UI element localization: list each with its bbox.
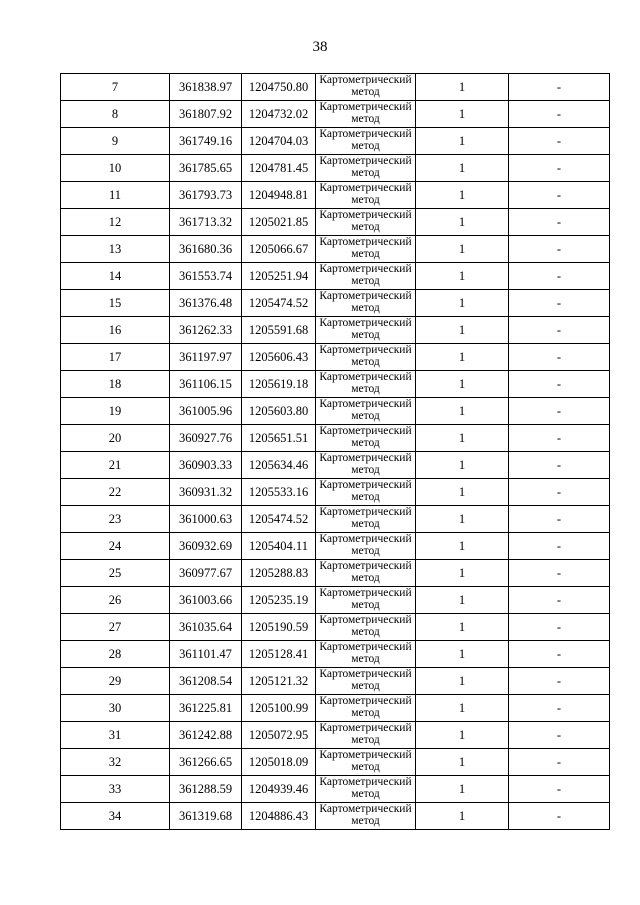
- coordinate-y-cell: 1205591.68: [242, 317, 316, 344]
- note-cell: -: [509, 803, 610, 830]
- note-cell: -: [509, 182, 610, 209]
- point-number-cell: 15: [61, 290, 170, 317]
- accuracy-cell: 1: [416, 290, 509, 317]
- table-row: [61, 587, 610, 614]
- coordinate-x-cell: 361376.48: [170, 290, 242, 317]
- coordinate-y-cell: 1205603.80: [242, 398, 316, 425]
- coordinate-y-cell: 1205634.46: [242, 452, 316, 479]
- coordinate-x-cell: 361680.36: [170, 236, 242, 263]
- coordinate-y-cell: 1205121.32: [242, 668, 316, 695]
- coordinates-table: [60, 73, 610, 830]
- coordinate-y-cell: 1204781.45: [242, 155, 316, 182]
- coordinate-y-cell: 1205190.59: [242, 614, 316, 641]
- coordinate-x-cell: 360931.32: [170, 479, 242, 506]
- note-cell: -: [509, 614, 610, 641]
- coordinate-x-cell: 361713.32: [170, 209, 242, 236]
- accuracy-cell: 1: [416, 749, 509, 776]
- method-cell: Картометрический метод: [316, 101, 416, 128]
- coordinate-y-cell: 1205128.41: [242, 641, 316, 668]
- coordinate-x-cell: 361288.59: [170, 776, 242, 803]
- point-number-cell: 30: [61, 695, 170, 722]
- note-cell: -: [509, 668, 610, 695]
- coordinate-y-cell: 1205606.43: [242, 344, 316, 371]
- accuracy-cell: 1: [416, 776, 509, 803]
- accuracy-cell: 1: [416, 128, 509, 155]
- note-cell: -: [509, 749, 610, 776]
- coordinate-y-cell: 1204939.46: [242, 776, 316, 803]
- point-number-cell: 31: [61, 722, 170, 749]
- coordinate-y-cell: 1204704.03: [242, 128, 316, 155]
- method-cell: Картометрический метод: [316, 344, 416, 371]
- coordinate-y-cell: 1205404.11: [242, 533, 316, 560]
- coordinate-x-cell: 361106.15: [170, 371, 242, 398]
- method-cell: Картометрический метод: [316, 74, 416, 101]
- accuracy-cell: 1: [416, 236, 509, 263]
- note-cell: -: [509, 344, 610, 371]
- method-cell: Картометрический метод: [316, 398, 416, 425]
- note-cell: -: [509, 236, 610, 263]
- point-number-cell: 16: [61, 317, 170, 344]
- point-number-cell: 18: [61, 371, 170, 398]
- coordinate-x-cell: 361035.64: [170, 614, 242, 641]
- point-number-cell: 24: [61, 533, 170, 560]
- point-number-cell: 32: [61, 749, 170, 776]
- accuracy-cell: 1: [416, 398, 509, 425]
- table-row: [61, 722, 610, 749]
- point-number-cell: 33: [61, 776, 170, 803]
- accuracy-cell: 1: [416, 803, 509, 830]
- coordinate-x-cell: 361005.96: [170, 398, 242, 425]
- coordinate-y-cell: 1205100.99: [242, 695, 316, 722]
- coordinate-y-cell: 1205288.83: [242, 560, 316, 587]
- note-cell: -: [509, 398, 610, 425]
- coordinate-x-cell: 361838.97: [170, 74, 242, 101]
- coordinates-table-body: [61, 74, 610, 830]
- point-number-cell: 8: [61, 101, 170, 128]
- accuracy-cell: 1: [416, 317, 509, 344]
- table-row: [61, 182, 610, 209]
- point-number-cell: 34: [61, 803, 170, 830]
- method-cell: Картометрический метод: [316, 371, 416, 398]
- method-cell: Картометрический метод: [316, 236, 416, 263]
- method-cell: Картометрический метод: [316, 668, 416, 695]
- accuracy-cell: 1: [416, 74, 509, 101]
- point-number-cell: 21: [61, 452, 170, 479]
- method-cell: Картометрический метод: [316, 749, 416, 776]
- table-row: [61, 344, 610, 371]
- coordinate-x-cell: 360977.67: [170, 560, 242, 587]
- table-row: [61, 614, 610, 641]
- coordinate-x-cell: 361266.65: [170, 749, 242, 776]
- accuracy-cell: 1: [416, 452, 509, 479]
- table-row: [61, 74, 610, 101]
- point-number-cell: 7: [61, 74, 170, 101]
- point-number-cell: 10: [61, 155, 170, 182]
- table-row: [61, 398, 610, 425]
- note-cell: -: [509, 776, 610, 803]
- note-cell: -: [509, 425, 610, 452]
- method-cell: Картометрический метод: [316, 803, 416, 830]
- note-cell: -: [509, 560, 610, 587]
- accuracy-cell: 1: [416, 371, 509, 398]
- note-cell: -: [509, 641, 610, 668]
- coordinate-y-cell: 1205619.18: [242, 371, 316, 398]
- accuracy-cell: 1: [416, 344, 509, 371]
- method-cell: Картометрический метод: [316, 695, 416, 722]
- coordinate-y-cell: 1205651.51: [242, 425, 316, 452]
- coordinate-y-cell: 1205021.85: [242, 209, 316, 236]
- table-row: [61, 452, 610, 479]
- method-cell: Картометрический метод: [316, 128, 416, 155]
- accuracy-cell: 1: [416, 722, 509, 749]
- coordinate-x-cell: 361785.65: [170, 155, 242, 182]
- accuracy-cell: 1: [416, 182, 509, 209]
- table-row: [61, 641, 610, 668]
- method-cell: Картометрический метод: [316, 776, 416, 803]
- accuracy-cell: 1: [416, 695, 509, 722]
- point-number-cell: 11: [61, 182, 170, 209]
- point-number-cell: 20: [61, 425, 170, 452]
- coordinate-x-cell: 361262.33: [170, 317, 242, 344]
- coordinate-x-cell: 361197.97: [170, 344, 242, 371]
- point-number-cell: 14: [61, 263, 170, 290]
- coordinate-x-cell: 361242.88: [170, 722, 242, 749]
- coordinate-x-cell: 361000.63: [170, 506, 242, 533]
- note-cell: -: [509, 722, 610, 749]
- table-row: [61, 263, 610, 290]
- coordinate-x-cell: 360903.33: [170, 452, 242, 479]
- note-cell: -: [509, 533, 610, 560]
- table-row: [61, 101, 610, 128]
- table-row: [61, 290, 610, 317]
- accuracy-cell: 1: [416, 587, 509, 614]
- coordinate-x-cell: 361319.68: [170, 803, 242, 830]
- accuracy-cell: 1: [416, 479, 509, 506]
- note-cell: -: [509, 587, 610, 614]
- point-number-cell: 17: [61, 344, 170, 371]
- method-cell: Картометрический метод: [316, 533, 416, 560]
- point-number-cell: 26: [61, 587, 170, 614]
- method-cell: Картометрический метод: [316, 506, 416, 533]
- method-cell: Картометрический метод: [316, 560, 416, 587]
- accuracy-cell: 1: [416, 155, 509, 182]
- coordinate-x-cell: 361749.16: [170, 128, 242, 155]
- point-number-cell: 28: [61, 641, 170, 668]
- accuracy-cell: 1: [416, 641, 509, 668]
- note-cell: -: [509, 101, 610, 128]
- table-row: [61, 155, 610, 182]
- note-cell: -: [509, 263, 610, 290]
- coordinate-x-cell: 361553.74: [170, 263, 242, 290]
- point-number-cell: 9: [61, 128, 170, 155]
- coordinate-y-cell: 1205474.52: [242, 506, 316, 533]
- accuracy-cell: 1: [416, 533, 509, 560]
- coordinate-y-cell: 1205072.95: [242, 722, 316, 749]
- point-number-cell: 19: [61, 398, 170, 425]
- method-cell: Картометрический метод: [316, 641, 416, 668]
- accuracy-cell: 1: [416, 425, 509, 452]
- note-cell: -: [509, 506, 610, 533]
- note-cell: -: [509, 452, 610, 479]
- note-cell: -: [509, 155, 610, 182]
- coordinate-x-cell: 361208.54: [170, 668, 242, 695]
- method-cell: Картометрический метод: [316, 452, 416, 479]
- accuracy-cell: 1: [416, 506, 509, 533]
- table-row: [61, 479, 610, 506]
- coordinate-y-cell: 1205251.94: [242, 263, 316, 290]
- method-cell: Картометрический метод: [316, 722, 416, 749]
- note-cell: -: [509, 479, 610, 506]
- method-cell: Картометрический метод: [316, 290, 416, 317]
- coordinate-y-cell: 1204948.81: [242, 182, 316, 209]
- accuracy-cell: 1: [416, 263, 509, 290]
- coordinate-y-cell: 1205474.52: [242, 290, 316, 317]
- coordinate-x-cell: 361003.66: [170, 587, 242, 614]
- point-number-cell: 23: [61, 506, 170, 533]
- method-cell: Картометрический метод: [316, 209, 416, 236]
- coordinate-y-cell: 1205235.19: [242, 587, 316, 614]
- accuracy-cell: 1: [416, 209, 509, 236]
- point-number-cell: 12: [61, 209, 170, 236]
- coordinate-y-cell: 1205018.09: [242, 749, 316, 776]
- coordinate-y-cell: 1205533.16: [242, 479, 316, 506]
- method-cell: Картометрический метод: [316, 182, 416, 209]
- point-number-cell: 25: [61, 560, 170, 587]
- coordinate-y-cell: 1205066.67: [242, 236, 316, 263]
- table-row: [61, 317, 610, 344]
- method-cell: Картометрический метод: [316, 263, 416, 290]
- method-cell: Картометрический метод: [316, 587, 416, 614]
- accuracy-cell: 1: [416, 101, 509, 128]
- note-cell: -: [509, 695, 610, 722]
- coordinate-x-cell: 360932.69: [170, 533, 242, 560]
- table-row: [61, 506, 610, 533]
- coordinate-x-cell: 361807.92: [170, 101, 242, 128]
- table-row: [61, 560, 610, 587]
- method-cell: Картометрический метод: [316, 479, 416, 506]
- method-cell: Картометрический метод: [316, 317, 416, 344]
- coordinate-y-cell: 1204886.43: [242, 803, 316, 830]
- accuracy-cell: 1: [416, 614, 509, 641]
- method-cell: Картометрический метод: [316, 614, 416, 641]
- table-row: [61, 776, 610, 803]
- coordinate-y-cell: 1204750.80: [242, 74, 316, 101]
- point-number-cell: 27: [61, 614, 170, 641]
- point-number-cell: 29: [61, 668, 170, 695]
- coordinate-x-cell: 360927.76: [170, 425, 242, 452]
- table-row: [61, 668, 610, 695]
- method-cell: Картометрический метод: [316, 155, 416, 182]
- point-number-cell: 13: [61, 236, 170, 263]
- note-cell: -: [509, 290, 610, 317]
- page-number: 38: [312, 39, 328, 55]
- table-row: [61, 209, 610, 236]
- table-row: [61, 749, 610, 776]
- note-cell: -: [509, 74, 610, 101]
- table-row: [61, 371, 610, 398]
- table-row: [61, 803, 610, 830]
- table-row: [61, 128, 610, 155]
- table-row: [61, 695, 610, 722]
- coordinate-x-cell: 361101.47: [170, 641, 242, 668]
- note-cell: -: [509, 371, 610, 398]
- method-cell: Картометрический метод: [316, 425, 416, 452]
- accuracy-cell: 1: [416, 668, 509, 695]
- coordinate-y-cell: 1204732.02: [242, 101, 316, 128]
- note-cell: -: [509, 317, 610, 344]
- accuracy-cell: 1: [416, 560, 509, 587]
- point-number-cell: 22: [61, 479, 170, 506]
- note-cell: -: [509, 209, 610, 236]
- coordinate-x-cell: 361225.81: [170, 695, 242, 722]
- table-row: [61, 533, 610, 560]
- table-row: [61, 425, 610, 452]
- table-row: [61, 236, 610, 263]
- note-cell: -: [509, 128, 610, 155]
- coordinate-x-cell: 361793.73: [170, 182, 242, 209]
